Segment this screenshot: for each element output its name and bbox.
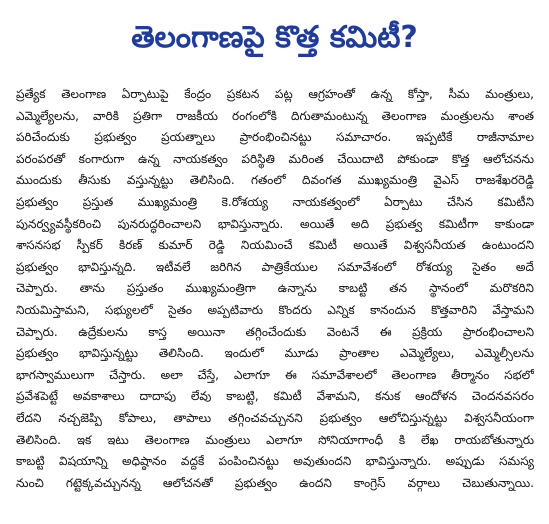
body-line: ప్రభుత్వం భావిస్తున్నది. ఇటీవలే జరిగిన పాత్రికేయుల సమావేశంలో రోశయ్య సైతం అదే bbox=[16, 259, 534, 274]
body-line: చెప్పారు. తాను ప్రస్తుతం ముఖ్యమంత్రిగా ఉన్నాను కాబట్టి తన స్థానంలో మరొకరిని bbox=[16, 281, 534, 296]
body-line: లేదని నచ్చజెప్పి కోపాలు, తాపాలు తగ్గించవచ్చునని ప్రభుత్వం ఆలోచిస్తున్నట్టు విశ్వసనీయంగా bbox=[16, 410, 534, 425]
body-line: ప్రవేశపెట్టే అవకాశాలు దాదాపు లేవు కాబట్టి, కమిటీ వేశామని, కనుక ఆందోళన చెందనవసరం bbox=[16, 389, 534, 404]
body-line: పరంపరతో కంగారుగా ఉన్న నాయకత్వం పరిస్థితి మరింత చేయిదాటి పోకుండా కొత్త ఆలోచనను bbox=[16, 151, 534, 166]
body-line: పరిచేందుకు ప్రభుత్వం ప్రయత్నాలు ప్రారంభించినట్టు సమాచారం. ఇప్పటికే రాజీనామాల bbox=[16, 130, 534, 145]
body-line: ఎమ్మెల్యేలను, వారికి ప్రతిగా రాజకీయ రంగంలోకి దిగుతామంటున్న తెలంగాణ మంత్రులను శాంత bbox=[16, 108, 534, 123]
body-line: ప్రత్యేక తెలంగాణ ఏర్పాటుపై కేంద్రం ప్రకటన పట్ల ఆగ్రహంతో ఉన్న కోస్తా, సీమ మంత్రులు, bbox=[16, 87, 534, 101]
body-line: పునర్వ్యవస్థీకరించి పునరుద్ధరించాలని భావిస్తున్నారు. అయితే అది ప్రభుత్వ కమిటీగా కాకుండా bbox=[16, 216, 534, 231]
body-line: తెలిసింది. ఇక ఇటు తెలంగాణ మంత్రులు ఎలాగూ సోనియాగాంధీ కి లేఖ రాయబోతున్నారు bbox=[16, 432, 534, 447]
body-line: భాగస్వాములుగా చేస్తారు. అలా చేస్తే, ఎలాగూ ఈ సమావేశాలలో తెలంగాణ తీర్మానం సభలో bbox=[16, 367, 534, 382]
headline: తెలంగాణపై కొత్త కమిటీ? bbox=[131, 20, 418, 55]
body-line: శాసనసభ స్పీకర్ కిరణ్ కుమార్ రెడ్డి నియమించే కమిటీ అయితే విశ్వసనీయత ఉంటుందని bbox=[16, 238, 534, 253]
article-body bbox=[16, 84, 534, 494]
body-line: కాబట్టి విషయాన్ని అధిష్ఠానం వద్దకే పంపించినట్టు అవుతుందని భావిస్తున్నారు. అప్పుడు సమస్య bbox=[16, 454, 534, 469]
body-line: ప్రభుత్వం ప్రస్తుత ముఖ్యమంత్రి కె.రోశయ్య నాయకత్వంలో ఏర్పాటు చేసిన కమిటీని bbox=[16, 194, 534, 209]
body-line: చెప్పారు. ఉద్రేకులను కాస్త అయినా తగ్గించేందుకు వెంటనే ఈ ప్రక్రియ ప్రారంభించాలని bbox=[16, 324, 534, 339]
body-line: నియమిస్తామని, సభ్యులలో సైతం అప్పటివారు కొందరు ఎన్నిక కానందున కొత్తవారిని వేస్తామని bbox=[16, 302, 534, 317]
body-line: ప్రభుత్వం భావిస్తున్నట్టు తెలిసింది. ఇందులో మూడు ప్రాంతాల ఎమ్మెల్యేలు, ఎమ్మెల్సీలను bbox=[16, 346, 534, 361]
body-line: నుంచి గట్టెక్కవచ్చునన్న ఆలోచనతో ప్రభుత్వం ఉందని కాంగ్రెస్ వర్గాలు చెబుతున్నాయి. bbox=[16, 475, 534, 490]
body-line: ముందుకు తీసుకు వస్తున్నట్టు తెలిసింది. గతంలో దివంగత ముఖ్యమంత్రి వైఎస్ రాజశేఖరరెడ్డి bbox=[16, 173, 534, 188]
